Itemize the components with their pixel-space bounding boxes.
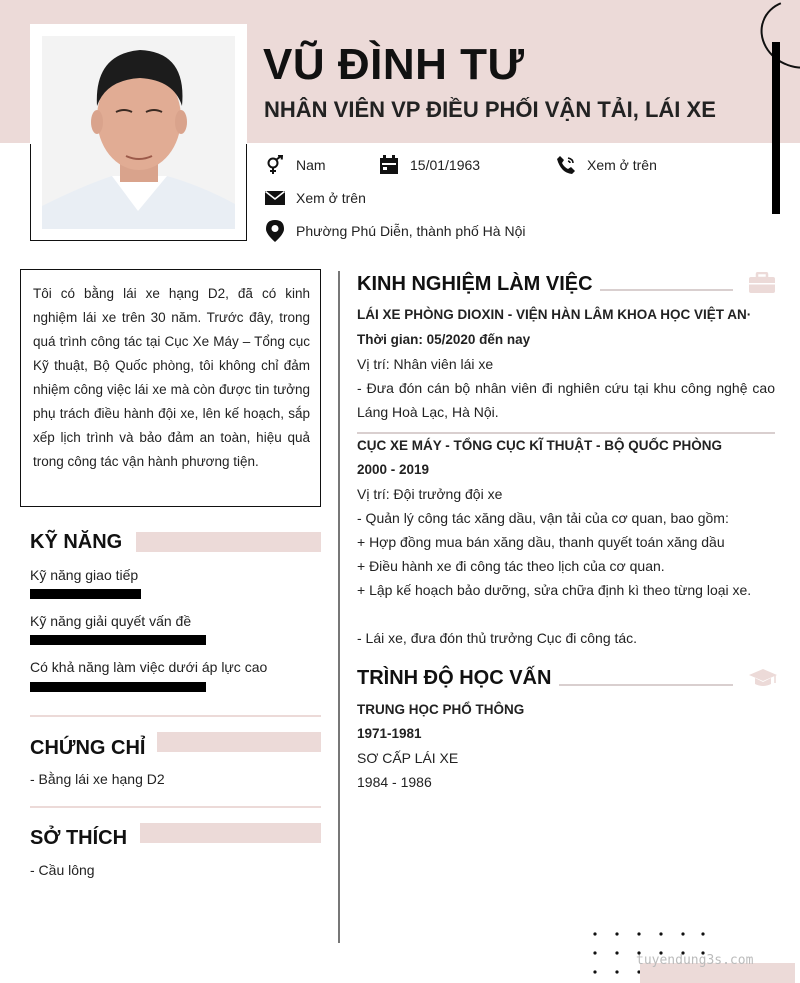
certificate-item: - Bằng lái xe hạng D2: [30, 771, 165, 787]
skills-title: KỸ NĂNG: [30, 531, 123, 553]
job-duty-line: + Điều hành xe đi công tác theo lịch của cơ quan.: [357, 558, 665, 574]
profile-photo: [42, 36, 235, 229]
education-title: TRÌNH ĐỘ HỌC VẤN: [357, 667, 552, 689]
hobbies-title: SỞ THÍCH: [30, 827, 128, 849]
phone-value: Xem ở trên: [587, 157, 657, 173]
phone-info: [555, 154, 657, 176]
job-period: 2000 - 2019: [357, 462, 430, 477]
job-duty-line: + Hợp đồng mua bán xăng dầu, thanh quyết toán xăng dầu: [357, 534, 725, 550]
email-info: [264, 187, 366, 209]
gender-value: Nam: [296, 157, 326, 173]
job-duty-line: + Lập kế hoạch bảo dưỡng, sửa chữa định kì theo từng loại xe.: [357, 582, 752, 598]
job-description: - Đưa đón cán bộ nhân viên đi nghiên cứu tại khu công nghệ cao Láng Hoà Lạc, Hà Nội.: [357, 380, 775, 420]
skills-title-bar: [136, 532, 321, 552]
watermark-text: tuyendung3s.com: [636, 953, 754, 968]
section-divider: [30, 715, 321, 717]
gender-icon: [264, 154, 286, 176]
job-position: Vị trí: Đội trưởng đội xe: [357, 486, 503, 502]
certificates-title-bar: [157, 732, 321, 752]
certificates-title: CHỨNG CHỈ: [30, 737, 146, 759]
address-value: Phường Phú Diễn, thành phố Hà Nội: [296, 223, 526, 239]
education-period: 1984 - 1986: [357, 774, 432, 790]
skill-name: Kỹ năng giải quyết vấn đề: [30, 613, 192, 629]
skill-name: Có khả năng làm việc dưới áp lực cao: [30, 659, 268, 675]
column-divider: [338, 271, 340, 943]
gender-info: [264, 154, 326, 176]
job-company: LÁI XE PHÒNG DIOXIN - VIỆN HÀN LÂM KHOA HỌC VIỆT AN·: [357, 307, 752, 322]
about-text: Tôi có bằng lái xe hạng D2, đã có kinh nghiệm lái xe trên 30 năm. Trước đây, trong quá trình công tác tại Cục Xe Máy – Tổng cục Kỹ thuật, Bộ Quốc phòng, tôi không chỉ đảm nhiệm công việc lái xe mà còn được tin tưởng phụ trách điều hành đội xe, lên kế hoạch, sắp xếp lịch trình và bảo đảm an toàn, hiệu quả trong công tác vận hành phương tiện.: [33, 286, 310, 469]
address-info: [264, 220, 525, 242]
education-period: 1971-1981: [357, 726, 422, 741]
education-title-line: [559, 684, 733, 686]
hobby-item: - Cầu lông: [30, 862, 95, 878]
birthdate-value: 15/01/1963: [410, 157, 481, 173]
candidate-name: VŨ ĐÌNH TƯ: [263, 40, 525, 89]
job-period: Thời gian: 05/2020 đến nay: [357, 332, 531, 347]
phone-icon: [555, 154, 577, 176]
location-pin-icon: [264, 220, 286, 242]
briefcase-icon: [749, 272, 775, 299]
job-company: CỤC XE MÁY - TỔNG CỤC KĨ THUẬT - BỘ QUỐC PHÒNG: [357, 438, 723, 453]
graduation-cap-icon: [749, 668, 777, 693]
job-title: NHÂN VIÊN VP ĐIỀU PHỐI VẬN TẢI, LÁI XE: [264, 97, 716, 122]
skill-level-bar: [30, 635, 206, 645]
education-school: SƠ CẤP LÁI XE: [357, 750, 459, 766]
calendar-icon: [378, 154, 400, 176]
email-value: Xem ở trên: [296, 190, 366, 206]
skill-level-bar: [30, 682, 206, 692]
skill-name: Kỹ năng giao tiếp: [30, 567, 139, 583]
mail-icon: [264, 187, 286, 209]
skill-level-bar: [30, 589, 141, 599]
job-duty-line: - Lái xe, đưa đón thủ trưởng Cục đi công tác.: [357, 630, 638, 646]
education-school: TRUNG HỌC PHỔ THÔNG: [357, 702, 525, 717]
decorative-vertical-bar: [772, 42, 780, 214]
job-divider: [357, 432, 775, 434]
hobbies-title-bar: [140, 823, 321, 843]
job-position: Vị trí: Nhân viên lái xe: [357, 356, 494, 372]
job-duty-line: - Quản lý công tác xăng dầu, vận tải của cơ quan, bao gồm:: [357, 510, 729, 526]
experience-title-line: [600, 289, 733, 291]
birthdate-info: [378, 154, 480, 176]
experience-title: KINH NGHIỆM LÀM VIỆC: [357, 273, 593, 295]
about-section: [20, 269, 321, 507]
section-divider: [30, 806, 321, 808]
